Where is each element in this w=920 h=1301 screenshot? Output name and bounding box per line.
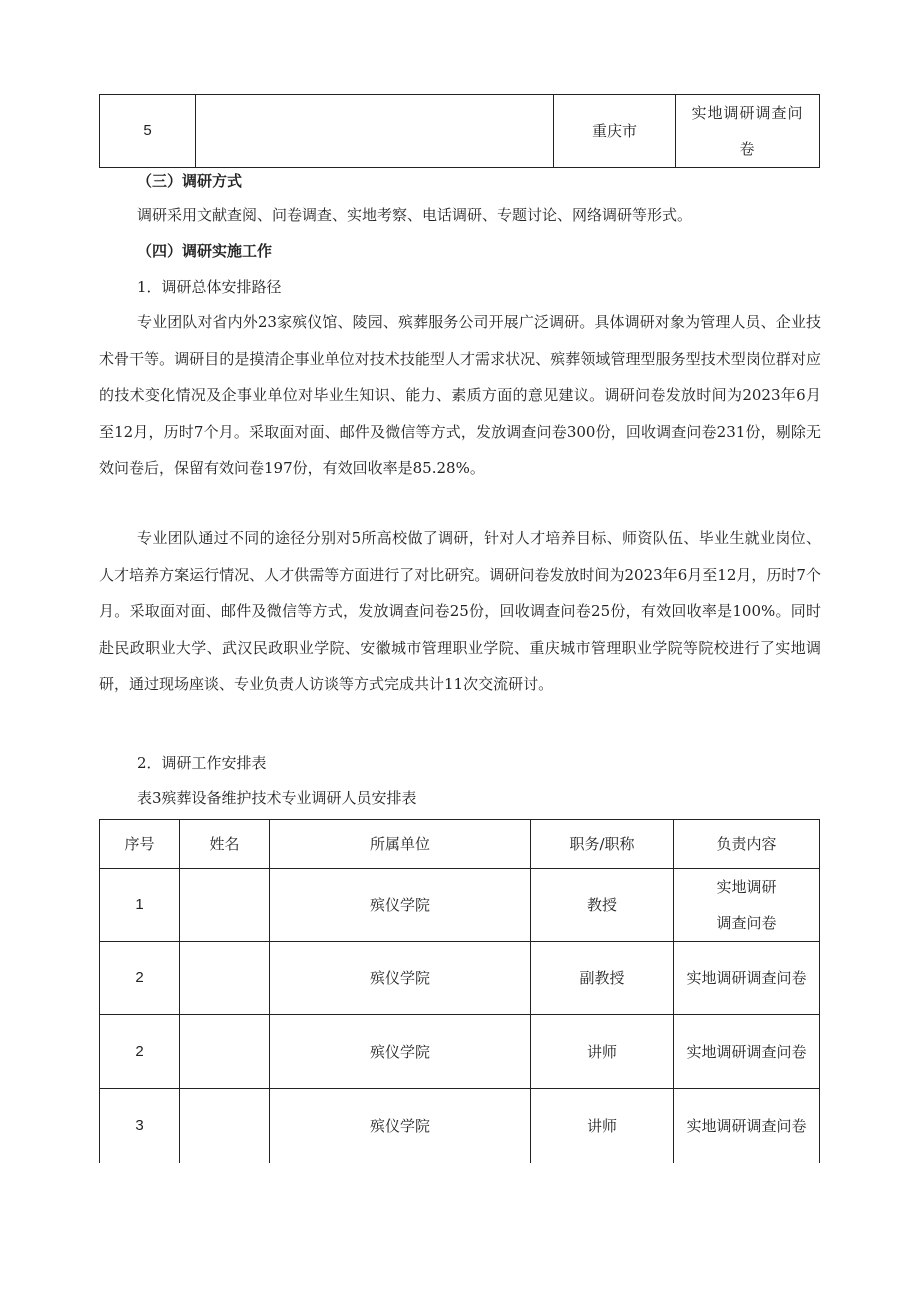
content-cell xyxy=(674,869,820,942)
unit-cell: 殡仪学院 xyxy=(270,869,531,942)
section-heading-survey-implementation: （四）调研实施工作 xyxy=(137,242,273,260)
table-row xyxy=(100,942,820,1015)
row-number-cell: 2 xyxy=(100,1015,180,1089)
content-line-2: 调查问卷 xyxy=(716,914,777,932)
content-cell xyxy=(676,95,820,168)
table-row xyxy=(100,95,820,168)
content-line-1: 实地调研 xyxy=(716,878,777,896)
header-name: 姓名 xyxy=(180,820,270,869)
staff-arrangement-table xyxy=(99,819,820,1163)
unit-cell: 殡仪学院 xyxy=(270,942,531,1015)
content-cell: 实地调研调查问卷 xyxy=(674,1015,820,1089)
header-content: 负责内容 xyxy=(674,820,820,869)
content-cell: 实地调研调查问卷 xyxy=(674,942,820,1015)
content-line-2: 卷 xyxy=(739,140,756,158)
name-cell xyxy=(180,1089,270,1164)
title-cell: 教授 xyxy=(531,869,674,942)
title-cell: 讲师 xyxy=(531,1089,674,1164)
content-line-1: 实地调研调查问 xyxy=(691,104,804,122)
row-number-cell: 2 xyxy=(100,942,180,1015)
unit-cell: 殡仪学院 xyxy=(270,1089,531,1164)
table-row xyxy=(100,869,820,942)
content-cell: 实地调研调查问卷 xyxy=(674,1089,820,1164)
table-row xyxy=(100,1089,820,1164)
name-cell xyxy=(196,95,554,168)
section-heading-survey-method: （三）调研方式 xyxy=(137,172,243,190)
city-cell: 重庆市 xyxy=(554,95,676,168)
subheading-work-schedule: 2．调研工作安排表 xyxy=(137,754,267,772)
row-number-cell: 1 xyxy=(100,869,180,942)
header-no: 序号 xyxy=(100,820,180,869)
name-cell xyxy=(180,942,270,1015)
name-cell xyxy=(180,1015,270,1089)
title-cell: 副教授 xyxy=(531,942,674,1015)
title-cell: 讲师 xyxy=(531,1015,674,1089)
survey-method-text: 调研采用文献查阅、问卷调查、实地考察、电话调研、专题讨论、网络调研等形式。 xyxy=(137,206,693,224)
row-number-cell: 3 xyxy=(100,1089,180,1164)
subheading-overall-arrangement: 1．调研总体安排路径 xyxy=(137,278,282,296)
table-row xyxy=(100,1015,820,1089)
header-unit: 所属单位 xyxy=(270,820,531,869)
name-cell xyxy=(180,869,270,942)
unit-cell: 殡仪学院 xyxy=(270,1015,531,1089)
row-number-cell: 5 xyxy=(100,95,196,168)
paragraph-college-survey: 专业团队通过不同的途径分别对5所高校做了调研，针对人才培养目标、师资队伍、毕业生就业岗位、人才培养方案运行情况、人才供需等方面进行了对比研究。调研问卷发放时间为2023年6月至12月，历时7个月。采取面对面、邮件及微信等方式，发放调查问卷25份，回收调查问卷25份，有效回收率是100%。同时赴民政职业大学、武汉民政职业学院、安徽城市管理职业学院、重庆城市管理职业学院等院校进行了实地调研，通过现场座谈、专业负责人访谈等方式完成共计11次交流研讨。 xyxy=(99,529,821,693)
table-caption: 表3殡葬设备维护技术专业调研人员安排表 xyxy=(137,789,417,807)
survey-location-table xyxy=(99,94,820,168)
paragraph-enterprise-survey: 专业团队对省内外23家殡仪馆、陵园、殡葬服务公司开展广泛调研。具体调研对象为管理人员、企业技术骨干等。调研目的是摸清企事业单位对技术技能型人才需求状况、殡葬领域管理型服务型技术型岗位群对应的技术变化情况及企事业单位对毕业生知识、能力、素质方面的意见建议。调研问卷发放时间为2023年6月至12月，历时7个月。采取面对面、邮件及微信等方式，发放调查问卷300份，回收调查问卷231份，剔除无效问卷后，保留有效问卷197份，有效回收率是85.28%。 xyxy=(99,313,821,477)
table-header-row xyxy=(100,820,820,869)
header-title: 职务/职称 xyxy=(531,820,674,869)
